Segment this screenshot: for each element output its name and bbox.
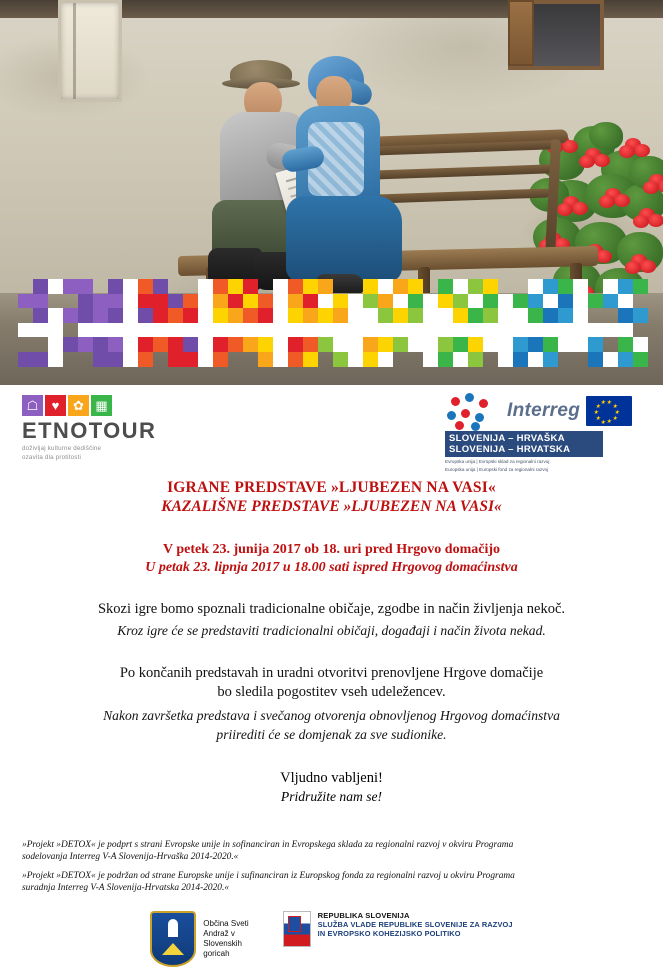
reception-note-sl	[40, 664, 623, 702]
event-datetime-sl: V petek 23. junija 2017 ob 18. uri pred Hrgovo domačijo	[162, 542, 501, 557]
interreg-logo	[445, 393, 645, 473]
disclaimer-sl-line2: sodelovanja Interreg V-A Slovenija-Hrvaška 2014-2020.«	[22, 852, 239, 863]
logo-row	[0, 395, 663, 473]
event-title-hr: KAZALIŠNE PREDSTAVE »LJUBEZEN NA VASI«	[161, 498, 502, 515]
reception-note-sl-line2: bo sledila pogostitev vseh udeležencev.	[217, 684, 446, 700]
etnotour-wordmark: ETNOTOUR	[22, 418, 157, 443]
grid-icon: ▦	[91, 395, 112, 416]
etnotour-icon-strip	[22, 395, 212, 416]
municipality-line-2: Andraž v	[203, 928, 235, 938]
reception-note-hr	[40, 706, 623, 744]
interreg-program-bar	[445, 431, 603, 457]
event-photo	[0, 0, 663, 385]
window-right	[508, 0, 604, 70]
interreg-program-hr: SLOVENIJA – HRVATSKA	[449, 444, 571, 455]
government-name	[318, 911, 513, 939]
municipality-logo	[150, 911, 248, 967]
government-line-2: SLUŽBA VLADE REPUBLIKE SLOVENIJE ZA RAZVOJ	[317, 920, 513, 930]
etnotour-tagline-2: ozavita dla protitosti	[22, 454, 82, 461]
pixel-mosaic-graphic	[18, 279, 648, 367]
interreg-fund-note-hr: Europska unija | Europski fond za regionalni razvoj	[445, 467, 549, 472]
description-sl: Skozi igre bomo spoznali tradicionalne običaje, zgodbe in način življenja nekoč.	[97, 601, 566, 617]
invitation-body	[0, 479, 663, 805]
government-logo	[283, 911, 513, 947]
slovenia-flag-icon	[283, 911, 311, 947]
reception-note-hr-line2: priirediti će se domjenak za sve sudionike.	[216, 727, 447, 742]
disclaimer-sl-line1: »Projekt »DETOX« je podprt s strani Evropske unije in sofinanciran in Evropskega sklada za regionalni razvoj v okviru Programa	[22, 840, 514, 850]
municipality-line-3: Slovenskih	[203, 938, 242, 948]
interreg-program-sl: SLOVENIJA – HRVAŠKA	[449, 433, 565, 444]
disclaimer-hr-line1: »Projekt »DETOX« je podržan od strane Europske unije i sufinanciran iz Europskog fonda za regionalni razvoj u okviru Programa	[22, 870, 515, 881]
interreg-wordmark: Interreg	[507, 400, 581, 421]
event-title-sl: IGRANE PREDSTAVE »LJUBEZEN NA VASI«	[167, 479, 496, 496]
etnotour-logo	[22, 395, 212, 462]
description-hr: Kroz igre će se predstaviti tradicionalni običaji, događaji i način života nekad.	[117, 623, 546, 638]
event-datetime-hr: U petak 23. lipnja 2017 u 18.00 sati ispred Hrgovog domaćinstva	[145, 560, 518, 575]
seated-woman	[286, 56, 416, 296]
municipality-name	[203, 919, 248, 959]
etnotour-tagline-1: doživljaj kulturne dediščine	[22, 445, 102, 452]
closing-sl: Vljudno vabljeni!	[280, 770, 383, 786]
reception-note-sl-line1: Po končanih predstavah in uradni otvoritvi prenovljene Hrgove domačije	[119, 665, 544, 681]
heart-icon: ♥	[45, 395, 66, 416]
coat-of-arms-icon	[150, 911, 196, 967]
reception-note-hr-line1: Nakon završetka predstava i svečanog otvorenja obnovljenog Hrgovog domaćinstva	[103, 708, 560, 723]
eu-flag-icon: ★ ★ ★ ★ ★ ★ ★ ★ ★ ★	[586, 396, 632, 426]
house-icon: ☖	[22, 395, 43, 416]
disclaimer-hr-line2: suradnja Interreg V-A Slovenija-Hrvatska 2014-2020.«	[22, 883, 230, 894]
municipality-line-1: Občina Sveti	[203, 918, 249, 928]
closing-hr: Pridružite nam se!	[280, 789, 383, 804]
government-line-3: IN EVROPSKO KOHEZIJSKO POLITIKO	[317, 929, 461, 939]
interreg-fund-note-sl: Evropska unija | Evropski sklad za regionalni razvoj	[445, 459, 550, 464]
window-left	[58, 0, 122, 102]
leaf-icon: ✿	[68, 395, 89, 416]
interreg-mark-icon	[445, 393, 501, 429]
footer-logos	[0, 911, 663, 967]
government-line-1: REPUBLIKA SLOVENIJA	[317, 910, 410, 920]
funding-disclaimer	[0, 839, 663, 895]
municipality-line-4: goricah	[203, 948, 230, 958]
